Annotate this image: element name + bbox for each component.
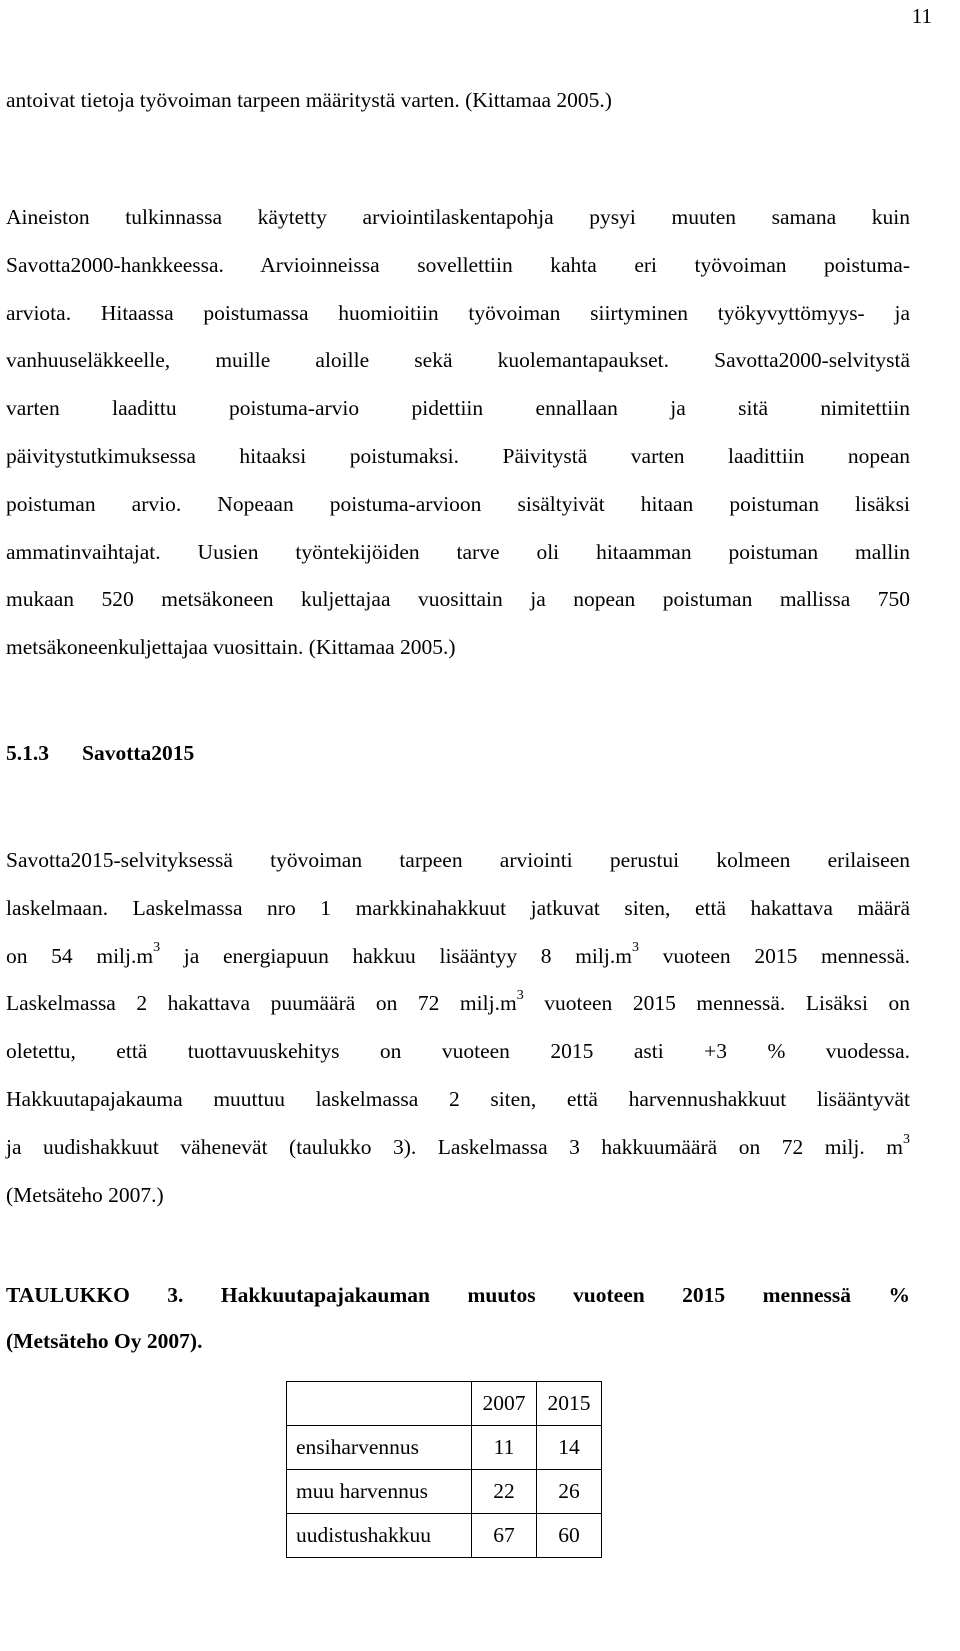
paragraph-continuation [6,77,910,125]
text-line: ja uudishakkuut vähenevät (taulukko 3). Laskelmassa 3 hakkuumäärä on 72 milj. $m^3$ [6,1131,910,1159]
text-line: Laskelmassa 2 hakattava puumäärä on 72 $milj.m^3$ vuoteen 2015 mennessä. Lisäksi on [6,988,910,1016]
text-line: varten laadittu poistuma-arvio pidettiin ennallaan ja sitä nimitettiin [6,396,910,421]
text-line: Hakkuutapajakauma muuttuu laskelmassa 2 siten, että harvennushakkuut lisääntyvät [6,1086,910,1111]
text-line: vanhuuseläkkeelle, muille aloille sekä kuolemantapaukset. Savotta2000-selvitystä [6,348,910,373]
text-line: (Metsäteho 2007.) [6,1182,164,1207]
table-cell: 26 [537,1470,602,1514]
section-number: 5.1.3 [6,741,49,765]
superscript-3: 3 [153,940,161,956]
superscript-3: 3 [631,940,639,956]
table-header-cell: 2015 [537,1382,602,1426]
text-line: ammatinvaihtajat. Uusien työntekijöiden tarve oli hitaamman poistuman mallin [6,539,910,564]
section-heading [6,730,194,777]
paragraph-aineiston-tulkinta [6,194,910,672]
text-line: arviota. Hitaassa poistumassa huomioitiin työvoiman siirtyminen työkyvyttömyys- ja [6,300,910,325]
table-cell: 22 [472,1470,537,1514]
text-line: Savotta2015-selvityksessä työvoiman tarpeen arviointi perustui kolmeen erilaiseen [6,848,910,872]
text-line: metsäkoneenkuljettajaa vuosittain. (Kittamaa 2005.) [6,635,456,660]
text-line: Aineiston tulkinnassa käytetty arviointilaskentapohja pysyi muuten samana kuin [6,205,910,229]
text-line: Savotta2000-hankkeessa. Arvioinneissa sovellettiin kahta eri työvoiman poistuma- [6,252,910,277]
table-cell: ensiharvennus [287,1426,472,1470]
section-title: Savotta2015 [82,741,195,765]
text-line: oletettu, että tuottavuuskehitys on vuoteen 2015 asti +3 % vuodessa. [6,1039,910,1064]
text-line: on 54 $milj.m^3$ ja energiapuun hakkuu lisääntyy 8 $milj.m^3$ vuoteen 2015 mennessä. [6,940,910,968]
text-line: laskelmaan. Laskelmassa nro 1 markkinahakkuut jatkuvat siten, että hakattava määrä [6,895,910,920]
table-cell: 60 [537,1514,602,1558]
caption-line: (Metsäteho Oy 2007). [6,1329,203,1353]
text-line: antoivat tietoja työvoiman tarpeen määritystä varten. (Kittamaa 2005.) [6,88,612,112]
superscript-3: 3 [516,988,524,1004]
table-caption [6,1272,910,1364]
text-line: poistuman arvio. Nopeaan poistuma-arvioon sisältyivät hitaan poistuman lisäksi [6,491,910,516]
table-header-cell [287,1382,472,1426]
table-cell: uudistushakkuu [287,1514,472,1558]
page-number: 11 [911,4,932,28]
superscript-3: 3 [903,1131,910,1147]
table-cell: muu harvennus [287,1470,472,1514]
table-header-row [287,1382,602,1426]
table-row [287,1470,602,1514]
table-header-cell: 2007 [472,1382,537,1426]
harvest-distribution-table [286,1381,602,1558]
table-row [287,1514,602,1558]
table-cell: 67 [472,1514,537,1558]
table-row [287,1426,602,1470]
table-cell: 11 [472,1426,537,1470]
text-line: päivitystutkimuksessa hitaaksi poistumaksi. Päivitystä varten laadittiin nopean [6,443,910,468]
text-line: mukaan 520 metsäkoneen kuljettajaa vuosittain ja nopean poistuman mallissa 750 [6,587,910,612]
caption-line: TAULUKKO 3. Hakkuutapajakauman muutos vuoteen 2015 mennessä % [6,1283,910,1307]
table-cell: 14 [537,1426,602,1470]
paragraph-savotta2015 [6,837,910,1219]
